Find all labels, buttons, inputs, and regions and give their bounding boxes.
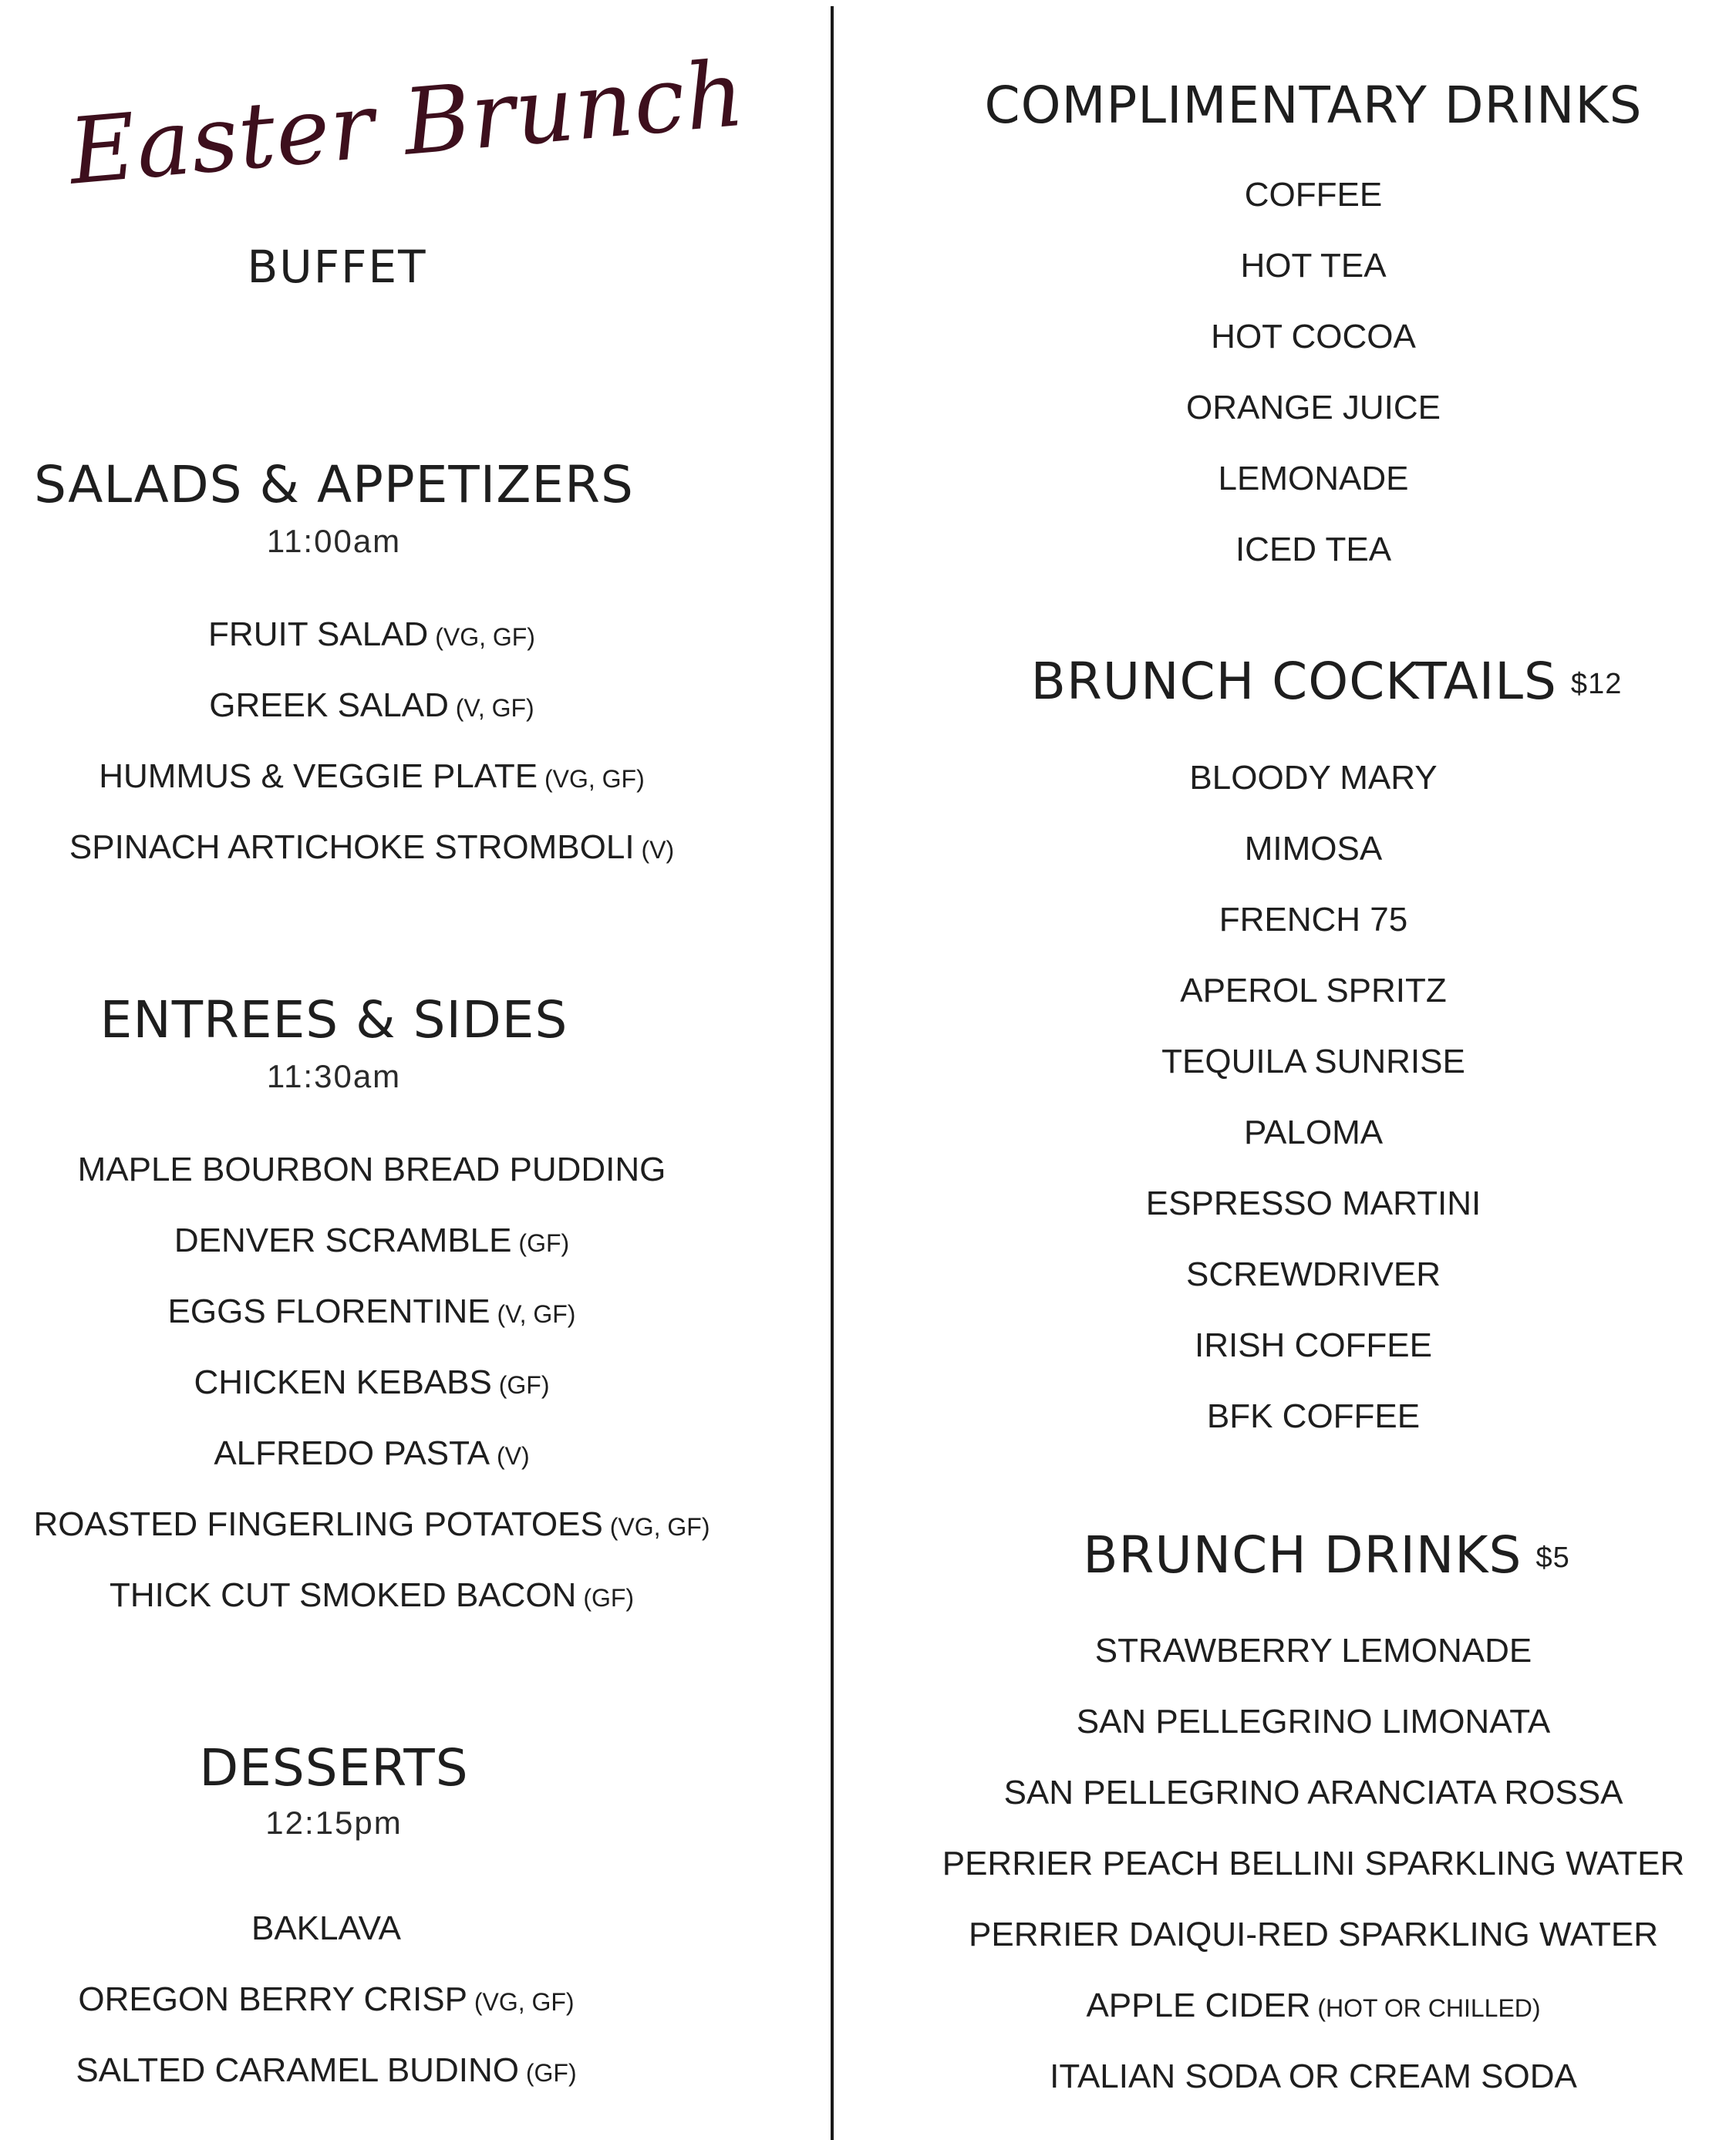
menu-item-dietary-note: (VG, GF) bbox=[602, 1513, 710, 1541]
menu-item-name: HUMMUS & VEGGIE PLATE bbox=[99, 757, 538, 795]
menu-item bbox=[1195, 1326, 1432, 1365]
menu-item bbox=[1245, 830, 1382, 868]
menu-item-dietary-note: (VG, GF) bbox=[467, 1988, 575, 2016]
menu-item-dietary-note: (V) bbox=[634, 836, 675, 864]
menu-item bbox=[1244, 1114, 1383, 1152]
menu-item bbox=[1161, 1043, 1465, 1081]
menu-item-name: BFK COFFEE bbox=[1206, 1397, 1421, 1435]
menu-item bbox=[969, 1916, 1658, 1954]
menu-item bbox=[1189, 759, 1437, 797]
menu-item-name: PERRIER DAIQUI-RED SPARKLING WATER bbox=[969, 1916, 1658, 1953]
menu-item bbox=[168, 1292, 576, 1331]
menu-item-dietary-note: (V) bbox=[490, 1442, 530, 1470]
desserts-heading: DESSERTS bbox=[199, 1738, 469, 1798]
menu-item bbox=[174, 1222, 569, 1260]
menu-item bbox=[1211, 318, 1416, 356]
menu-item bbox=[76, 2051, 576, 2090]
column-divider bbox=[831, 6, 834, 2140]
menu-item-name: FRENCH 75 bbox=[1219, 901, 1408, 939]
menu-item bbox=[78, 1980, 574, 2019]
drinks-heading-text: BRUNCH DRINKS bbox=[1083, 1525, 1522, 1585]
menu-item bbox=[1219, 901, 1408, 939]
menu-item-name: TEQUILA SUNRISE bbox=[1161, 1043, 1465, 1080]
menu-item-name: MAPLE BOURBON BREAD PUDDING bbox=[77, 1151, 666, 1188]
menu-item bbox=[1207, 1397, 1420, 1436]
menu-item-name: BLOODY MARY bbox=[1189, 759, 1438, 797]
menu-item bbox=[1186, 389, 1441, 427]
menu-item-name: ICED TEA bbox=[1235, 531, 1392, 568]
entrees-heading: ENTREES & SIDES bbox=[99, 990, 568, 1050]
menu-item bbox=[1245, 176, 1382, 214]
menu-item-name: STRAWBERRY LEMONADE bbox=[1094, 1632, 1532, 1670]
menu-item bbox=[209, 686, 534, 725]
menu-item-dietary-note: (GF) bbox=[518, 2059, 577, 2087]
menu-item-dietary-note: (GF) bbox=[491, 1371, 550, 1399]
menu-item-name: HOT TEA bbox=[1240, 247, 1387, 285]
menu-item bbox=[1219, 460, 1409, 498]
menu-item-name: FRUIT SALAD bbox=[208, 615, 429, 653]
menu-item bbox=[214, 1434, 529, 1473]
menu-title: Easter Brunch bbox=[64, 39, 750, 205]
menu-item-dietary-note: (HOT OR CHILLED) bbox=[1310, 1994, 1541, 2022]
menu-item-name: ITALIAN SODA OR CREAM SODA bbox=[1050, 2057, 1577, 2095]
menu-item-name: ALFREDO PASTA bbox=[214, 1434, 490, 1472]
menu-item-name: PERRIER PEACH BELLINI SPARKLING WATER bbox=[942, 1845, 1685, 1882]
menu-item-name: IRISH COFFEE bbox=[1194, 1326, 1433, 1364]
menu-item bbox=[1050, 2057, 1577, 2096]
menu-item bbox=[1004, 1774, 1623, 1812]
menu-item bbox=[1077, 1703, 1551, 1741]
menu-item-dietary-note: (V, GF) bbox=[490, 1300, 576, 1328]
menu-item bbox=[1186, 1255, 1441, 1294]
complimentary-heading: COMPLIMENTARY DRINKS bbox=[984, 76, 1643, 135]
menu-item bbox=[1180, 972, 1447, 1010]
menu-item-name: CHICKEN KEBABS bbox=[194, 1363, 492, 1401]
menu-item-dietary-note: (VG, GF) bbox=[428, 623, 535, 651]
menu-item bbox=[1095, 1632, 1532, 1670]
menu-item-name: MIMOSA bbox=[1244, 830, 1383, 868]
menu-item-dietary-note: (GF) bbox=[511, 1229, 570, 1257]
menu-item-name: OREGON BERRY CRISP bbox=[78, 1980, 467, 2018]
menu-item-name: SPINACH ARTICHOKE STROMBOLI bbox=[69, 828, 635, 866]
menu-item bbox=[34, 1505, 710, 1544]
menu-item bbox=[99, 757, 645, 796]
menu-item-name: ORANGE JUICE bbox=[1185, 389, 1441, 426]
menu-item-dietary-note: (VG, GF) bbox=[538, 765, 645, 793]
menu-item-dietary-note: (V, GF) bbox=[448, 694, 534, 722]
menu-subtitle: BUFFET bbox=[247, 241, 427, 293]
cocktails-price: $12 bbox=[1570, 668, 1623, 701]
menu-item-name: BAKLAVA bbox=[251, 1909, 402, 1947]
menu-item bbox=[1086, 1987, 1540, 2025]
menu-item bbox=[208, 615, 535, 654]
menu-item-name: SALTED CARAMEL BUDINO bbox=[76, 2051, 519, 2089]
menu-item-dietary-note: (GF) bbox=[576, 1584, 635, 1612]
menu-item bbox=[194, 1363, 550, 1402]
menu-item-name: SAN PELLEGRINO ARANCIATA ROSSA bbox=[1003, 1774, 1623, 1811]
menu-item bbox=[1235, 531, 1391, 569]
menu-item bbox=[1146, 1185, 1481, 1223]
drinks-price: $5 bbox=[1535, 1542, 1570, 1575]
menu-item-name: EGGS FLORENTINE bbox=[167, 1292, 490, 1330]
menu-item bbox=[1240, 247, 1386, 285]
drinks-heading bbox=[1083, 1525, 1569, 1585]
cocktails-heading-text: BRUNCH COCKTAILS bbox=[1030, 652, 1557, 711]
menu-item-name: THICK CUT SMOKED BACON bbox=[109, 1576, 577, 1614]
salads-heading: SALADS & APPETIZERS bbox=[34, 455, 634, 514]
menu-item-name: PALOMA bbox=[1243, 1114, 1384, 1151]
menu-item-name: HOT COCOA bbox=[1211, 318, 1416, 356]
menu-item-name: APPLE CIDER bbox=[1086, 1987, 1311, 2024]
menu-item bbox=[110, 1576, 634, 1615]
menu-item-name: LEMONADE bbox=[1218, 460, 1409, 497]
cocktails-heading bbox=[1031, 652, 1623, 711]
salads-time: 11:00am bbox=[266, 523, 402, 559]
menu-item-name: SCREWDRIVER bbox=[1185, 1255, 1441, 1293]
menu-item-name: APEROL SPRITZ bbox=[1180, 972, 1447, 1009]
desserts-time: 12:15pm bbox=[265, 1805, 403, 1841]
menu-item-name: GREEK SALAD bbox=[209, 686, 449, 724]
menu-item-name: ESPRESSO MARTINI bbox=[1145, 1185, 1481, 1222]
entrees-time: 11:30am bbox=[266, 1058, 402, 1094]
menu-item bbox=[251, 1909, 401, 1948]
menu-item-name: SAN PELLEGRINO LIMONATA bbox=[1076, 1703, 1551, 1741]
menu-item-name: ROASTED FINGERLING POTATOES bbox=[33, 1505, 603, 1543]
menu-item-name: DENVER SCRAMBLE bbox=[174, 1222, 512, 1259]
menu-item-name: COFFEE bbox=[1244, 176, 1383, 214]
menu-item bbox=[942, 1845, 1685, 1883]
menu-item bbox=[69, 828, 674, 867]
menu-item bbox=[78, 1151, 666, 1189]
